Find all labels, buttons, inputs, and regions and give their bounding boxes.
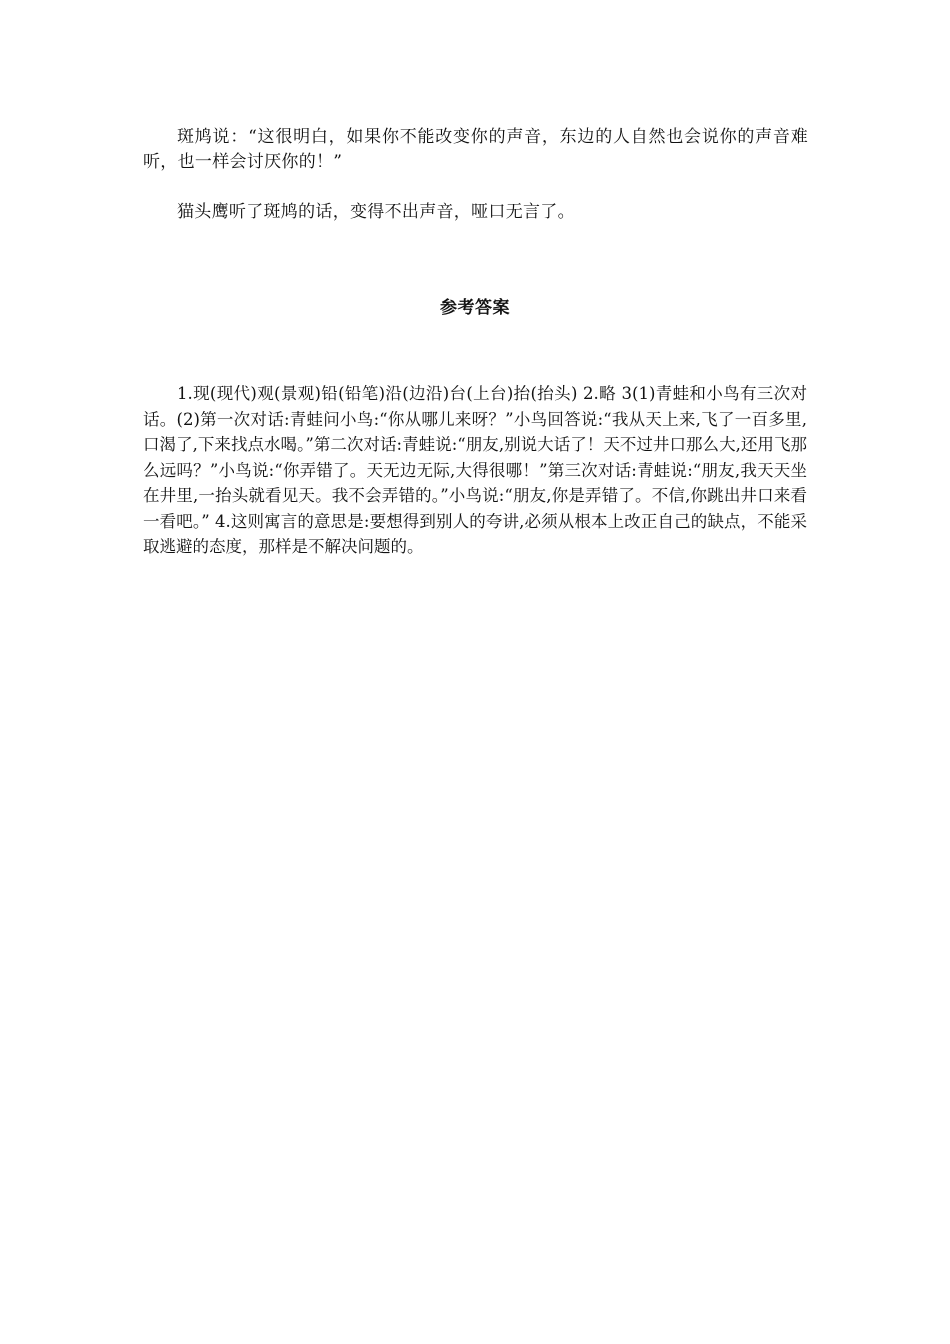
story-paragraph-owl-silent: 猫头鹰听了斑鸠的话，变得不出声音，哑口无言了。 — [177, 202, 575, 222]
answers-body: 1.现(现代)观(景观)铅(铅笔)沿(边沿)台(上台)抬(抬头) 2.略 3(1)青蛙和小鸟有三次对话。(2)第一次对话:青蛙问小鸟:“你从哪儿来呀？”小鸟回答说:“我从天上来,飞了一百多里,口渴了,下来找点水喝。”第二次对话:青蛙说:“朋友,别说大话了！天不过井口那么大,还用飞那么远吗？”小鸟说:“你弄错了。天无边无际,大得很哪！”第三次对话:青蛙说:“朋友,我天天坐在井里,一抬头就看见天。我不会弄错的。”小鸟说:“朋友,你是弄错了。不信,你跳出井口来看一看吧。” 4.这则寓言的意思是:要想得到别人的夸讲,必须从根本上改正自己的缺点，不能采取逃避的态度，那样是不解决问题的。 — [143, 384, 807, 556]
story-paragraph-dove-reply: 斑鸠说：“这很明白，如果你不能改变你的声音，东边的人自然也会说你的声音难听，也一样会讨厌你的！” — [143, 127, 808, 172]
answers-heading: 参考答案 — [440, 298, 510, 318]
